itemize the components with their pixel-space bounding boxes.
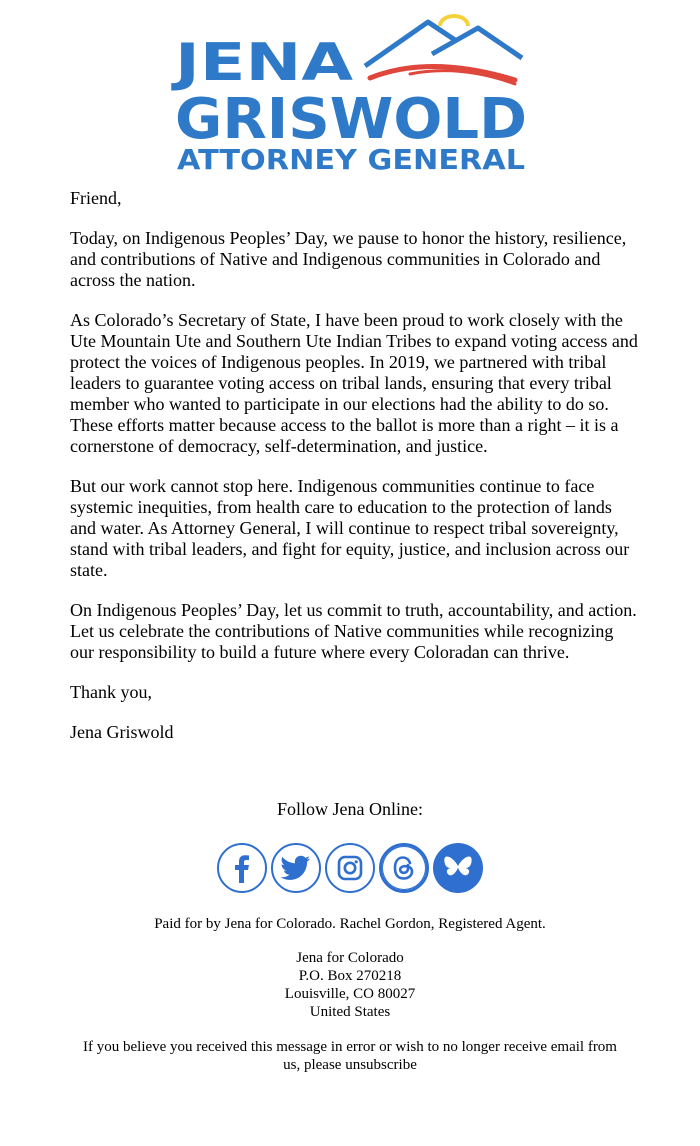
paragraph-3: But our work cannot stop here. Indigenous communities continue to face systemic inequities, from health care to education to the protection of lands and water. As Attorney General, I will continue to respect tribal sovereignty, stand with tribal leaders, and fight for equity, justice, and inclusion across our state. bbox=[70, 476, 630, 580]
mailing-address bbox=[0, 949, 700, 1021]
logo-name-line2: GRISWOLD bbox=[175, 87, 527, 152]
logo-name-line1: JENA bbox=[171, 33, 353, 93]
twitter-icon bbox=[281, 855, 311, 881]
address-org: Jena for Colorado bbox=[296, 950, 404, 966]
mountain-left-icon bbox=[365, 22, 455, 66]
social-links bbox=[0, 843, 700, 897]
signature: Jena Griswold bbox=[70, 722, 174, 742]
bluesky-icon bbox=[443, 854, 473, 882]
threads-icon bbox=[391, 854, 417, 882]
threads-link[interactable] bbox=[379, 843, 429, 893]
address-city: Louisville, CO 80027 bbox=[284, 986, 416, 1002]
follow-heading: Follow Jena Online: bbox=[277, 799, 423, 819]
bluesky-link[interactable] bbox=[433, 843, 483, 893]
logo-office: ATTORNEY GENERAL bbox=[177, 143, 526, 174]
twitter-link[interactable] bbox=[271, 843, 321, 893]
facebook-link[interactable] bbox=[217, 843, 267, 893]
paragraph-2: As Colorado’s Secretary of State, I have been proud to work closely with the Ute Mountain Ute and Southern Ute Indian Tribes to expand voting access and protect the voices of Indigenous peoples. In 2019, we partnered with tribal leaders to guarantee voting access on tribal lands, ensuring that every tribal member who wanted to participate in our elections had the ability to do so. These efforts matter because access to the ballot is more than a right – it is a cornerstone of democracy, self-determination, and justice. bbox=[70, 310, 638, 456]
red-swoosh-icon-2 bbox=[410, 71, 515, 84]
instagram-link[interactable] bbox=[325, 843, 375, 893]
campaign-logo bbox=[170, 14, 530, 174]
address-country: United States bbox=[309, 1004, 391, 1020]
letter-body bbox=[70, 188, 638, 762]
greeting: Friend, bbox=[70, 188, 122, 208]
sun-icon bbox=[440, 16, 468, 26]
address-po-box: P.O. Box 270218 bbox=[298, 968, 402, 984]
paid-for-disclaimer: Paid for by Jena for Colorado. Rachel Gordon, Registered Agent. bbox=[154, 916, 546, 932]
facebook-icon bbox=[229, 853, 255, 883]
unsubscribe-notice[interactable]: If you believe you received this message in error or wish to no longer receive email from us, please unsubscribe bbox=[83, 1039, 617, 1073]
paragraph-4: On Indigenous Peoples’ Day, let us commit to truth, accountability, and action. Let us celebrate the contributions of Native communities while recognizing our responsibility to build a future where every Coloradan can thrive. bbox=[70, 600, 637, 662]
instagram-icon bbox=[337, 855, 363, 881]
paragraph-1: Today, on Indigenous Peoples’ Day, we pause to honor the history, resilience, and contributions of Native and Indigenous communities in Colorado and across the nation. bbox=[70, 228, 627, 290]
closing: Thank you, bbox=[70, 682, 152, 702]
